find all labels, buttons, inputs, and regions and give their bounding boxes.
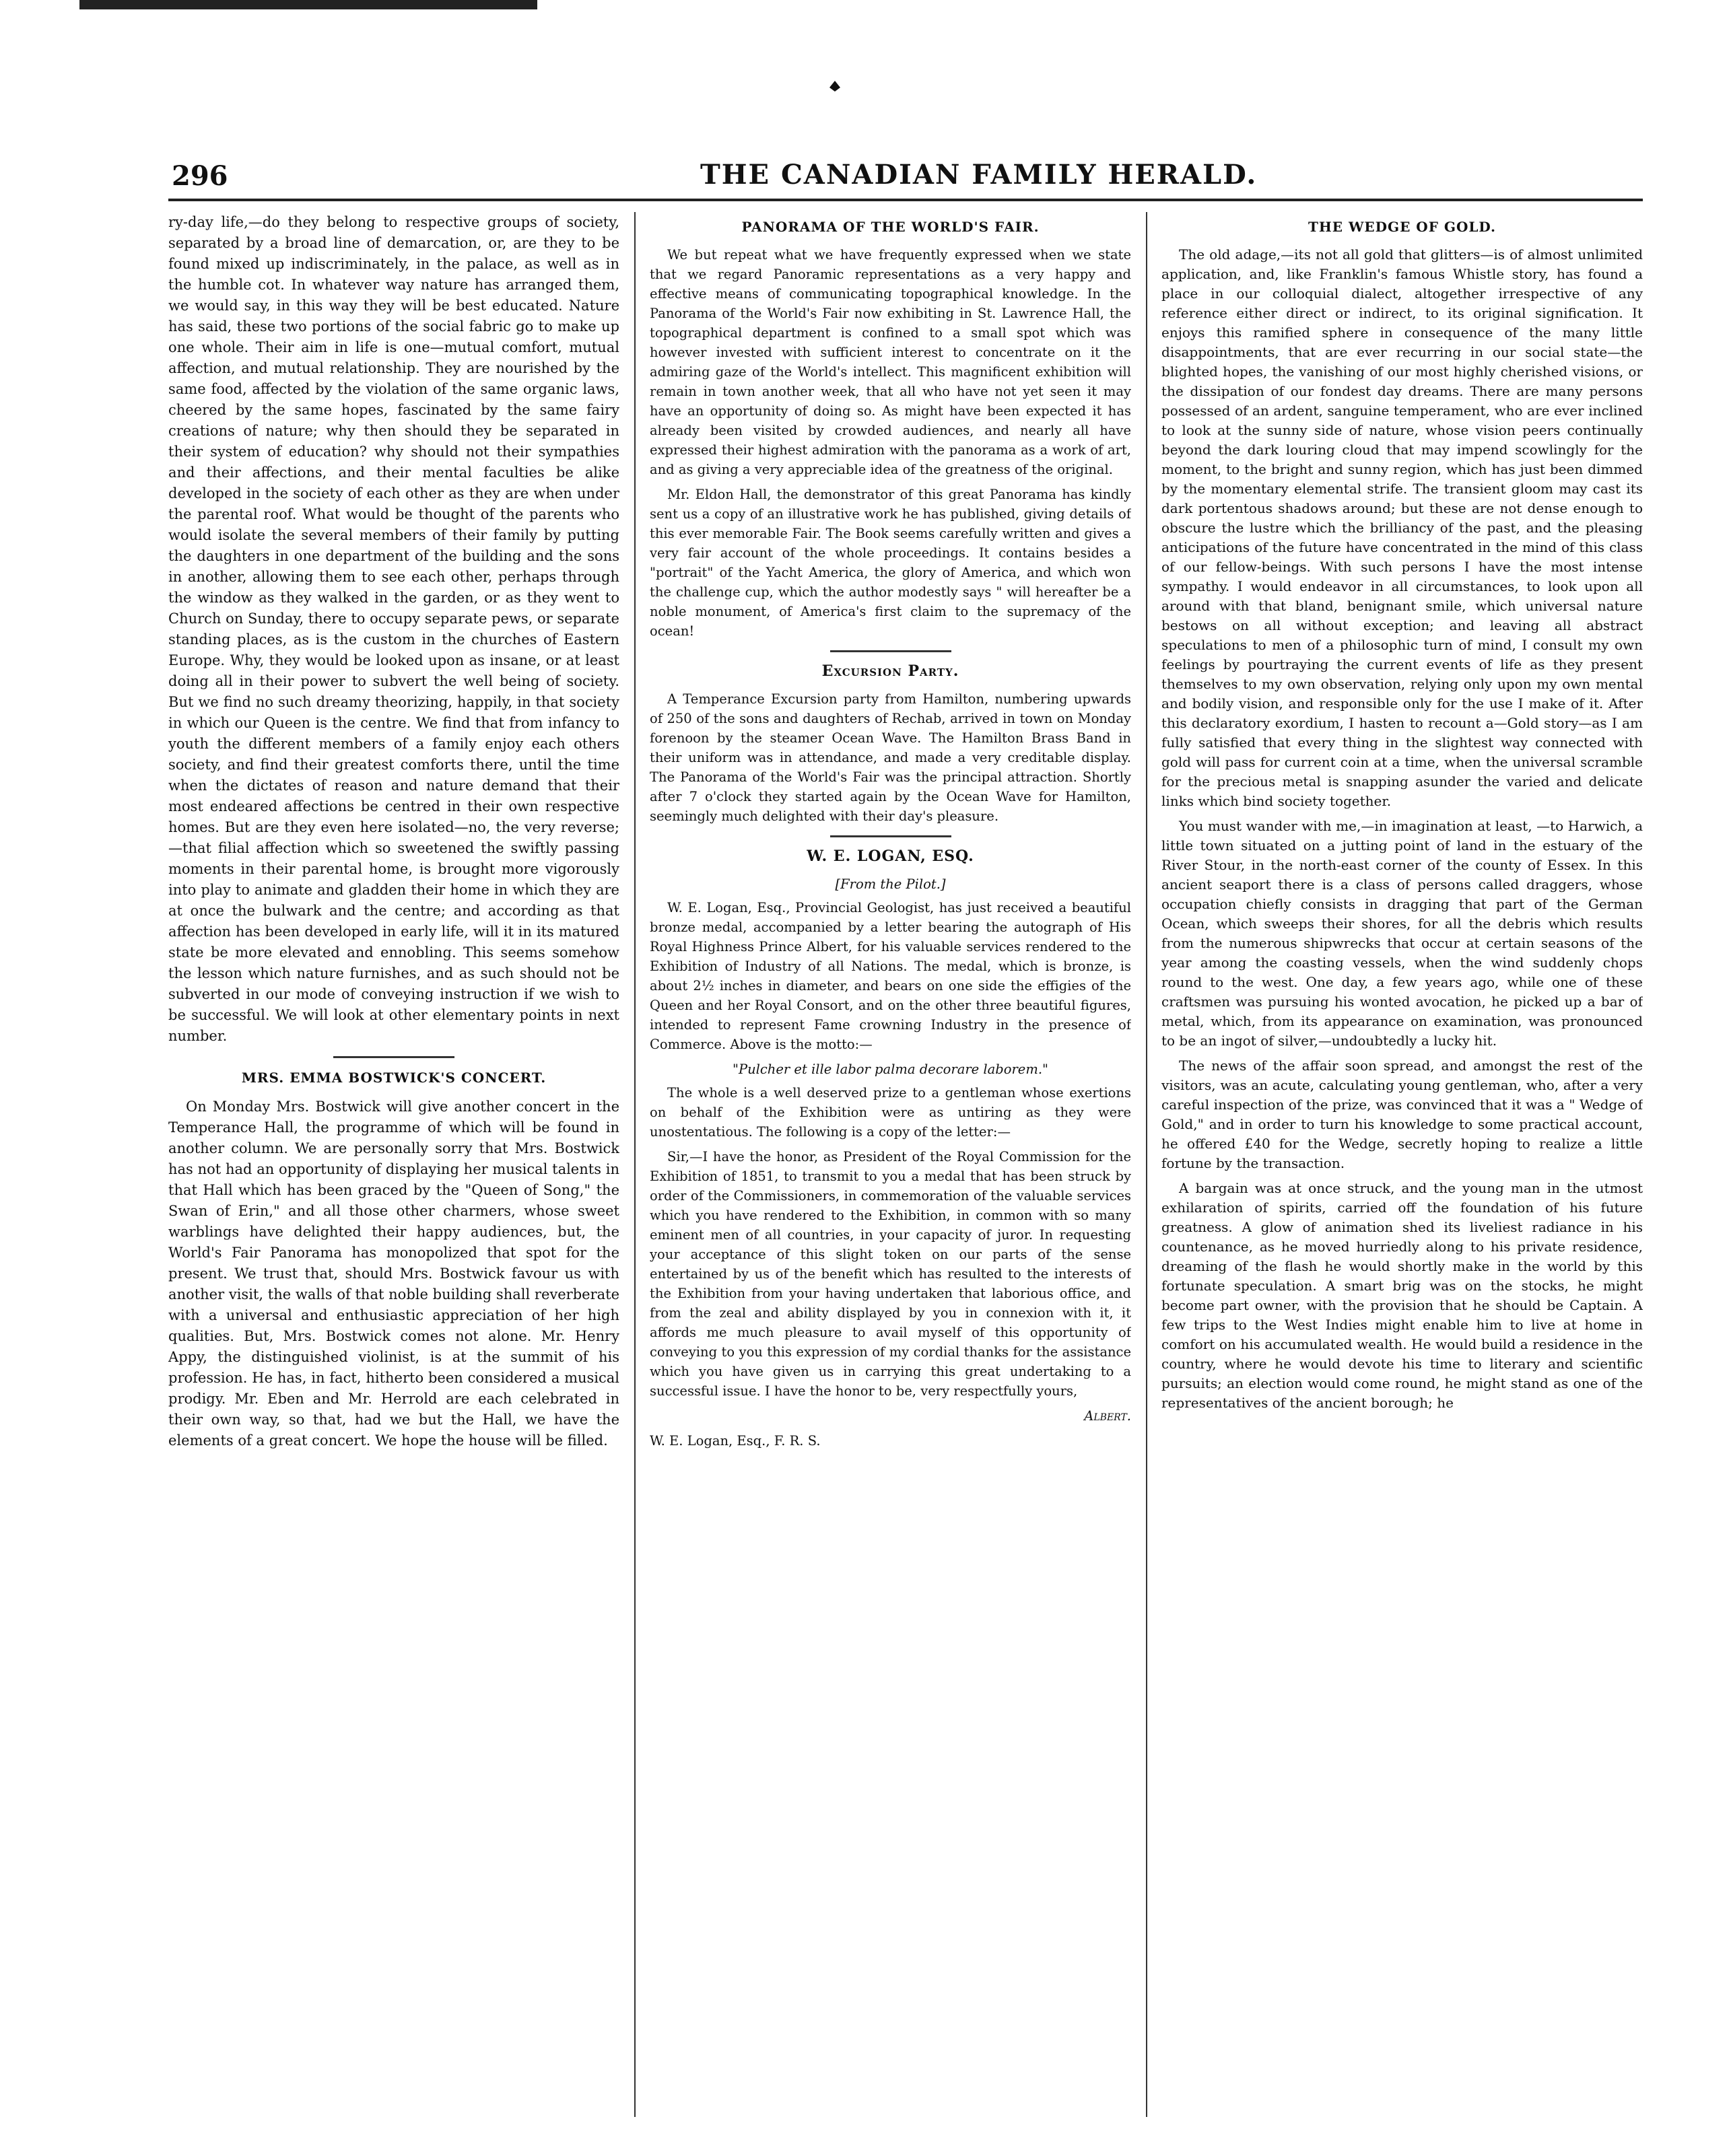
article-paragraph: A Temperance Excursion party from Hamilton, numbering upwards of 250 of the sons and daughters of Rechab, arrived in town on Monday forenoon by the steamer Ocean Wave. The Hamilton Brass Band in their uniform was in attendance, and made a very creditable display. The Panorama of the World's Fair was the principal attraction. Shortly after 7 o'clock they started again by the Ocean Wave for Hamilton, seemingly much delighted with their day's pleasure. xyxy=(650,691,1131,824)
article-paragraph: The news of the affair soon spread, and amongst the rest of the visitors, was an acute, calculating young gentleman, who, after a very careful inspection of the prize, was convinced that it was a " Wedge of Gold," and in order to turn his knowledge to some practical account, he offered £40 for the Wedge, secretly hoping to realize a little fortune by the transaction. xyxy=(1161,1057,1643,1171)
concert-title: MRS. EMMA BOSTWICK'S CONCERT. xyxy=(241,1070,547,1086)
letter-address: W. E. Logan, Esq., F. R. S. xyxy=(650,1433,821,1449)
source-line: [From the Pilot.] xyxy=(835,876,946,892)
article-paragraph: Mr. Eldon Hall, the demonstrator of this great Panorama has kindly sent us a copy of an illustrative work he has published, giving details of this ever memorable Fair. The Book seems carefully written and gives a very fair account of the whole proceedings. It contains besides a "portrait" of the Yacht America, the glory of America, and which won the challenge cup, which the author modestly says " will hereafter be a noble monument, of America's first claim to the supremacy of the ocean! xyxy=(650,487,1131,639)
article-paragraph: We but repeat what we have frequently expressed when we state that we regard Panoramic representations as a very happy and effective means of communicating topographical knowledge. In the Panorama of the World's Fair now exhibiting in St. Lawrence Hall, the topographical department is confined to a small spot which was however invested with sufficient interest to concentrate on it the admiring gaze of the World's intellect. This magnificent exhibition will remain in town another week, that all who have not yet seen it may have an opportunity of doing so. As might have been expected it has already been visited by crowded audiences, and nearly all have expressed their highest admiration with the panorama as a work of art, and as giving a very appreciable idea of the greatness of the original. xyxy=(650,247,1131,477)
letter-signature: Albert. xyxy=(1084,1408,1131,1424)
printer-mark-icon xyxy=(829,81,840,92)
article-paragraph: The whole is a well deserved prize to a gentleman whose exertions on behalf of the Exhibition were as untiring as they were unostentatious. The following is a copy of the letter:— xyxy=(650,1085,1131,1140)
section-divider xyxy=(830,835,951,837)
article-paragraph: You must wander with me,—in imagination at least, —to Harwich, a little town situated on a jutting point of land in the estuary of the River Stour, in the north-east corner of the county of Essex. In this ancient seaport there is a class of persons called draggers, whose occupation chiefly consists in dragging that part of the German Ocean, which sweeps their shores, for all the debris which results from the numerous shipwrecks that occur at certain seasons of the year among the coasting vessels, when the wind suddenly chops round to the west. One day, a few years ago, while one of these craftsmen was pursuing his wonted avocation, he picked up a bar of metal, which, from its appearance on examination, was pronounced to be an ingot of silver,—undoubtedly a lucky hit. xyxy=(1161,818,1643,1049)
page-number: 296 xyxy=(172,160,228,192)
article-paragraph: The old adage,—its not all gold that glitters—is of almost unlimited application, and, like Franklin's famous Whistle story, has found a place in our colloquial dialect, altogether irrespective of any reference either direct or indirect, to its original signification. It enjoys this ramified sphere in consequence of the many little disappointments, that are ever recurring in our social state—the blighted hopes, the vanishing of our most highly cherished visions, or the dissipation of our fondest day dreams. There are many persons possessed of an ardent, sanguine temperament, who are ever inclined to look at the sunny side of nature, whose vision peers continually beyond the dark louring cloud that may impend scowlingly for the moment, to the bright and sunny region, which has just been dimmed by the momentary elemental strife. The transient gloom may cast its dark portentous shadows around; but these are not dense enough to obscure the lustre which the brilliancy of the past, and the pleasing anticipations of the future have concentrated in the mind of this class of our fellow-beings. With such persons I have the most intense sympathy. I would endeavor in all circumstances, to look upon all around with that bland, benignant smile, which universal nature bestows on all without exception; and leaving all abstract speculations to men of a philosophic turn of mind, I consult my own feelings by pourtraying the current events of life as they present themselves to my own observation, relying only upon my own mental and bodily vision, and responsible only for the use I make of it. After this declaratory exordium, I hasten to recount a—Gold story—as I am fully satisfied that every thing in the slightest way connected with gold will pass for current coin at a time, when the universal scramble for the precious metal is snapping asunder the varied and delicate links which bind society together. xyxy=(1161,246,1643,809)
top-edge-bar xyxy=(79,0,537,9)
motto: "Pulcher et ille labor palma decorare laborem." xyxy=(732,1062,1048,1077)
column-rule xyxy=(1146,212,1147,2117)
article-paragraph: W. E. Logan, Esq., Provincial Geologist, has just received a beautiful bronze medal, accompanied by a letter bearing the autograph of His Royal Highness Prince Albert, for his valuable services rendered to the Exhibition of Industry of all Nations. The medal, which is bronze, is about 2½ inches in diameter, and bears on one side the effigies of the Queen and her Royal Consort, and on the other three beautiful figures, intended to represent Fame crowning Industry in the presence of Commerce. Above is the motto:— xyxy=(650,900,1131,1052)
column-three xyxy=(1161,212,1643,2117)
article-paragraph: On Monday Mrs. Bostwick will give another concert in the Temperance Hall, the programme of which will be found in another column. We are personally sorry that Mrs. Bostwick has not had an opportunity of displaying her musical talents in that Hall which has been graced by the "Queen of Song," the Swan of Erin," and all those other charmers, whose sweet warblings have delighted their happy audiences, but, the World's Fair Panorama has monopolized that spot for the present. We trust that, should Mrs. Bostwick favour us with another visit, the walls of that noble building shall reverberate with a universal and enthusiastic appreciation of her high qualities. But, Mrs. Bostwick comes not alone. Mr. Henry Appy, the distinguished violinist, is at the summit of his profession. He has, in fact, hitherto been considered a musical prodigy. Mr. Eben and Mr. Herrold are each celebrated in their own way, so that, had we but the Hall, we have the elements of a great concert. We hope the house will be filled. xyxy=(168,1099,619,1449)
panorama-title: PANORAMA OF THE WORLD'S FAIR. xyxy=(741,219,1040,235)
wedge-title: THE WEDGE OF GOLD. xyxy=(1308,219,1497,235)
article-paragraph: ry-day life,—do they belong to respective groups of society, separated by a broad line of demarcation, or, are they to be found mixed up indiscriminately, in the palace, as well as in the humble cot. In whatever way nature has arranged them, we would say, in this way they will be best educated. Nature has said, these two portions of the social fabric go to make up one whole. Their aim in life is one—mutual comfort, mutual affection, and mutual relationship. They are nourished by the same food, affected by the violation of the same organic laws, cheered by the same hopes, fascinated by the same fairy creations of nature; why then should they be separated in their system of education? why should not their sympathies and their affections, and their mental faculties be alike developed in the society of each other as they are when under the parental roof. What would be thought of the parents who would isolate the several members of their family by putting the daughters in one department of the building and the sons in another, allowing them to see each other, perhaps through the window as they walked in the garden, or as they went to Church on Sunday, there to occupy separate pews, or separate standing places, as is the custom in the churches of Eastern Europe. Why, they would be looked upon as insane, or at least doing all in their power to subvert the well being of society. But we find no such dreamy theorizing, happily, in that society in which our Queen is the centre. We find that from infancy to youth the different members of a family enjoy each others society, and find their greatest comforts there, until the time when the dictates of reason and nature demand that their most endeared affections be centred in their own respective homes. But are they even here isolated—no, the very reverse;—that filial affection which so sweetened the swiftly passing moments in their parental home, is brought more vigorously into play to animate and gladden their home in which they are at once the bulwark and the centre; and according as that affection has been developed in early life, will it in its matured state be more elevated and ennobling. This seems somehow the lesson which nature furnishes, and as such should not be subverted in our mode of conveying instruction if we wish to be successful. We will look at other elementary points in next number. xyxy=(168,214,619,1044)
letter-paragraph: Sir,—I have the honor, as President of the Royal Commission for the Exhibition of 1851, to transmit to you a medal that has been struck by order of the Commissioners, in commemoration of the valuable services which you have rendered to the Exhibition, in common with so many eminent men of all countries, in your capacity of juror. In requesting your acceptance of this slight token on our parts of the sense entertained by us of the benefit which has resulted to the interests of the Exhibition from your having undertaken that laborious office, and from the zeal and ability displayed by you in connexion with it, it affords me much pleasure to avail myself of this opportunity of conveying to you this expression of my cordial thanks for the assistance which you have given us in carrying this great undertaking to a successful issue. I have the honor to be, very respectfully yours, xyxy=(650,1149,1131,1399)
header-rule xyxy=(168,199,1643,201)
logan-title: W. E. LOGAN, ESQ. xyxy=(807,847,974,865)
excursion-title: Excursion Party. xyxy=(821,662,959,680)
column-one xyxy=(168,212,619,2117)
section-divider xyxy=(830,650,951,652)
column-rule xyxy=(634,212,636,2117)
article-paragraph: A bargain was at once struck, and the young man in the utmost exhilaration of spirits, carried off the foundation of his future greatness. A glow of animation shed its liveliest radiance in his countenance, as he moved hurriedly along to his private residence, dreaming of the flash he would shortly make in the world by this fortunate speculation. A smart brig was on the stocks, he might become part owner, with the provision that he should be Captain. A few trips to the West Indies might enable him to live at home in comfort on his accumulated wealth. He would build a residence in the country, where he would devote his time to literary and scientific pursuits; an election would come round, he might stand as one of the representatives of the ancient borough; he xyxy=(1161,1180,1643,1411)
section-divider xyxy=(333,1056,454,1058)
running-head: THE CANADIAN FAMILY HERALD. xyxy=(700,159,1258,190)
column-two xyxy=(650,212,1131,2117)
